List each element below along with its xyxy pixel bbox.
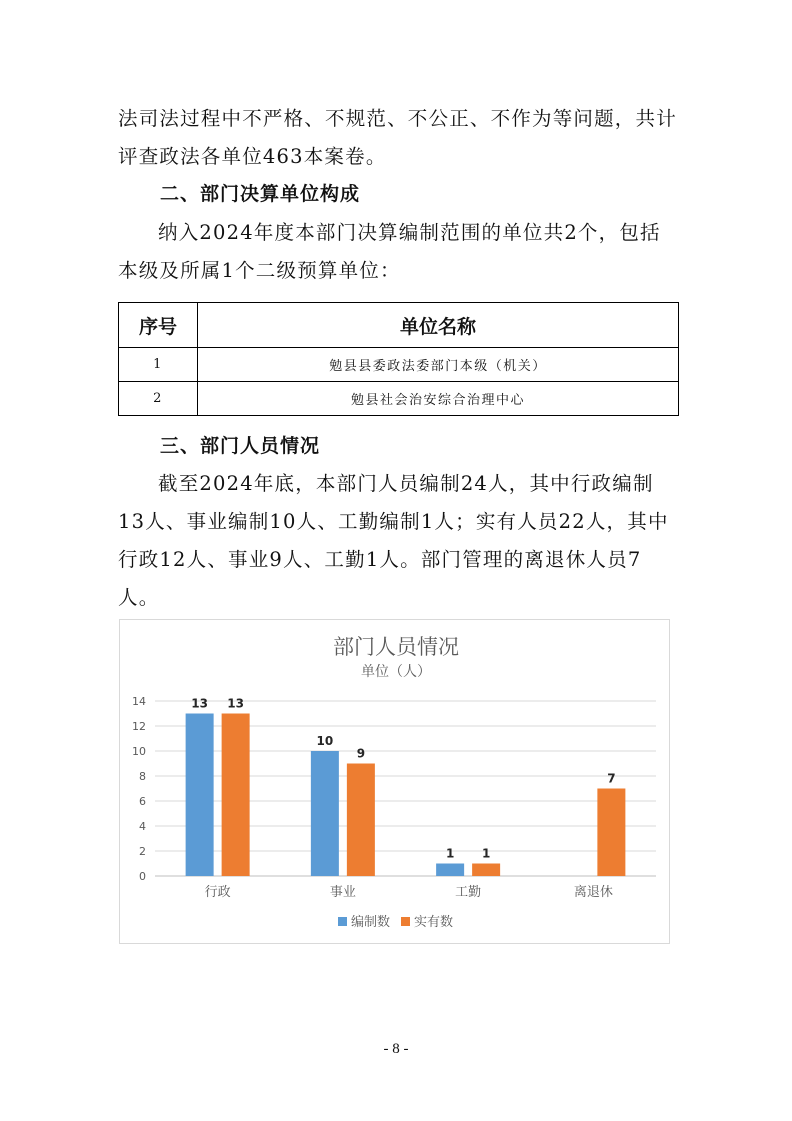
staff-bar-chart [119, 619, 670, 944]
y-tick-label: 10 [132, 745, 146, 758]
y-tick-label: 12 [132, 720, 146, 733]
x-tick-label: 离退休 [573, 885, 613, 900]
data-label: 1 [445, 846, 455, 861]
table-cell-unit-name: 勉县县委政法委部门本级（机关） [198, 348, 679, 382]
data-label: 10 [316, 734, 334, 748]
bar-actual [472, 864, 500, 877]
chart-subtitle: 单位（人） [361, 664, 431, 680]
legend-label: 实有数 [414, 915, 454, 930]
chart-title: 部门人员情况 [333, 635, 459, 659]
y-tick-label: 14 [132, 695, 146, 708]
table-header-index: 序号 [119, 303, 198, 348]
data-label: 13 [227, 696, 244, 711]
data-label: 7 [607, 771, 616, 786]
section-heading-unit-composition: 二、部门决算单位构成 [160, 183, 361, 205]
bar-actual [347, 764, 375, 877]
chart-svg [120, 620, 671, 945]
y-tick-label: 6 [139, 795, 146, 808]
table-header-unit-name: 单位名称 [198, 303, 679, 348]
table-cell-unit-name: 勉县社会治安综合治理中心 [198, 382, 679, 416]
table-row [119, 348, 679, 382]
paragraph-unit-scope: 纳入2024年度本部门决算编制范围的单位共2个，包括本级及所属1个二级预算单位： [118, 221, 661, 282]
data-label: 1 [481, 846, 491, 861]
bar-establishment [311, 751, 339, 876]
data-label: 13 [191, 696, 208, 711]
table-row [119, 382, 679, 416]
section-heading-staff: 三、部门人员情况 [160, 435, 321, 457]
table-cell-index: 2 [119, 382, 198, 416]
paragraph-continuation: 法司法过程中不严格、不规范、不公正、不作为等问题，共计评查政法各单位463本案卷。 [118, 107, 677, 168]
y-tick-label: 8 [139, 770, 146, 783]
x-tick-label: 行政 [204, 885, 231, 900]
paragraph-staff-details: 截至2024年底，本部门人员编制24人，其中行政编制13人、事业编制10人、工勤编制1人；实有人员22人，其中行政12人、事业9人、工勤1人。部门管理的离退休人员7人。 [118, 472, 669, 609]
x-tick-label: 事业 [329, 885, 356, 900]
bar-actual [597, 789, 625, 877]
unit-table [118, 302, 679, 416]
table-header-row [119, 303, 679, 348]
bar-actual [222, 714, 250, 877]
bar-establishment [186, 714, 214, 877]
legend-swatch [401, 917, 410, 926]
y-tick-label: 0 [139, 870, 146, 883]
page-number: - 8 - [383, 1041, 409, 1057]
y-tick-label: 4 [139, 820, 146, 833]
legend-swatch [338, 917, 347, 926]
table-cell-index: 1 [119, 348, 198, 382]
y-tick-label: 2 [139, 845, 146, 858]
x-tick-label: 工勤 [455, 885, 482, 900]
legend-label: 编制数 [351, 915, 391, 930]
bar-establishment [436, 864, 464, 877]
data-label: 9 [356, 746, 366, 761]
